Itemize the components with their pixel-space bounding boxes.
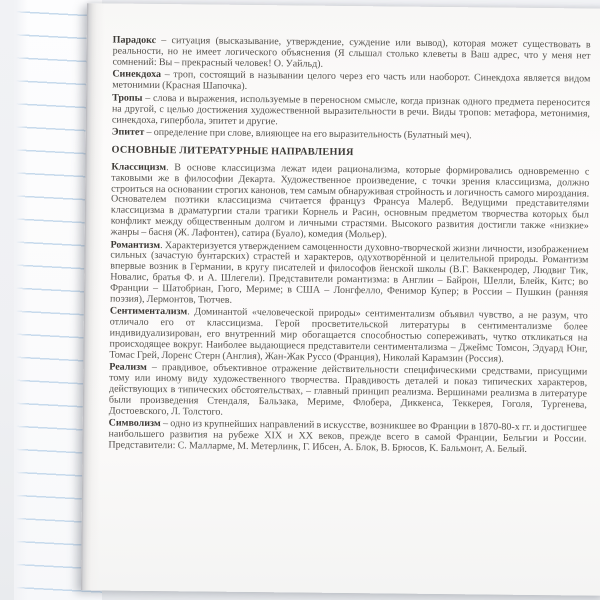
term-definition: – троп, состоящий в назывании целого через его часть или наоборот. Синекдоха является видом метонимии (Красная Шапочка). xyxy=(112,69,591,93)
term-definition: . Характеризуется утверждением самоценности духовно-творческой жизни личности, изображением сильных (зачастую бунтарских) страстей и характеров, одухотворённой и целительной природы. Романтизм впервые возник в Германии, в кругу писателей и философов йенской школы (В.Г. Ваккенродер, Людвиг Тик, Новалис, братья Ф. и А. Шлегели). Представители романтизма: в Англии – Байрон, Шелли, Блейк, Китс; во Франции – Шатобриан, Гюго, Мериме; в США – Лонгфелло, Фенимор Купер; в России – Пушкин (ранняя поэзия), Лермонтов, Тютчев. xyxy=(109,239,589,306)
term-label: Романтизм xyxy=(110,239,161,251)
glossary-entry-paradoks xyxy=(112,36,590,73)
glossary-entry-tropy xyxy=(112,94,590,131)
term-label: Классицизм xyxy=(111,161,167,174)
term-definition: . Доминантой «человеческой природы» сентиментализм объявил чувство, а не разум, что отличало его от классицизма. Герой просветительской литературы в сентиментализме более индивидуализирован, его внутренний мир обогащается способностью сопереживать, чутко откликаться на происходящее вокруг. Наиболее выдающиеся представители сентиментализма – Джеймс Томсон, Эдуард Юнг, Томас Грей, Лоренс Стерн (Англия), Жан-Жак Руссо (Франция), Николай Карамзин (Россия). xyxy=(109,306,588,365)
term-label: Эпитет xyxy=(111,126,145,139)
term-label: Тропы xyxy=(112,92,143,104)
movement-entry-simvolizm xyxy=(108,419,586,456)
glossary-entry-epitet xyxy=(112,128,590,144)
term-definition: . В основе классицизма лежат идеи рационализма, которые формировались одновременно с таковыми же в философии Декарта. Художественное произведение, с точки зрения классицизма, должно строиться на основании строгих канонов, тем самым обнаруживая стройность и логичность самого мироздания. Основателем поэтики классицизма считается француз Франсуа Малерб. Ведущими представителями классицизма в драматургии стали трагики Корнель и Расин, основным предметом творчества которых был конфликт между общественным долгом и личными страстями. Высокого развития достигли также «низкие» жанры – басня (Ж. Лафонтен), сатира (Буало), комедия (Мольер). xyxy=(110,162,590,241)
movement-entry-klassitsizm xyxy=(111,162,590,243)
term-definition: – слова и выражения, используемые в переносном смысле, когда признак одного предмета переносится на другой, с целью достижения художественной выразительности в речи. Виды тропов: метафора, метонимия, синекдоха, гипербола, эпитет и другие. xyxy=(111,92,591,127)
term-label: Реализм xyxy=(109,361,147,374)
movement-entry-romantizm xyxy=(110,240,589,310)
movement-entry-realizm xyxy=(109,363,588,422)
term-label: Сентиментализм xyxy=(109,305,188,318)
term-label: Парадокс xyxy=(112,34,157,46)
term-label: Синекдоха xyxy=(112,68,162,81)
term-definition: – правдивое, объективное отражение действительности специфическими средствами, присущими тому или иному виду художественного творчества. Правдивость деталей и показ типических характеров, действующих в типических обстоятельствах, – главный принцип реализма. Вершинами реализма в литературе были произведения Стендаля, Бальзака, Мериме, Флобера, Диккенса, Теккерея, Гоголя, Тургенева, Достоевского, Л. Толстого. xyxy=(108,362,588,418)
term-label: Символизм xyxy=(108,417,161,430)
text-block xyxy=(108,36,590,459)
term-definition: – одно из крупнейших направлений в искусстве, возникшее во Франции в 1870-80-х гг. и достигшее наибольшего развития на рубеже XIX и XX веков, прежде всего в самой Франции, Бельгии и России. Представители: С. Малларме, М. Метерлинк, Г. Ибсен, А. Блок, В. Брюсов, К. Бальмонт, А. Белый. xyxy=(108,418,587,455)
movement-entry-sentimentalizm xyxy=(109,307,588,366)
book-page xyxy=(81,3,600,595)
section-heading: ОСНОВНЫЕ ЛИТЕРАТУРНЫЕ НАПРАВЛЕНИЯ xyxy=(111,144,354,159)
term-definition: – ситуация (высказывание, утверждение, суждение или вывод), которая может существовать в реальности, но не имеет логического объяснения (Я слышал столько клеветы в Ваш адрес, что у меня нет сомнений: Вы – прекрасный человек! О. Уайльд). xyxy=(112,34,591,70)
term-definition: – определение при слове, влияющее на его выразительность (Булатный меч). xyxy=(144,127,472,142)
